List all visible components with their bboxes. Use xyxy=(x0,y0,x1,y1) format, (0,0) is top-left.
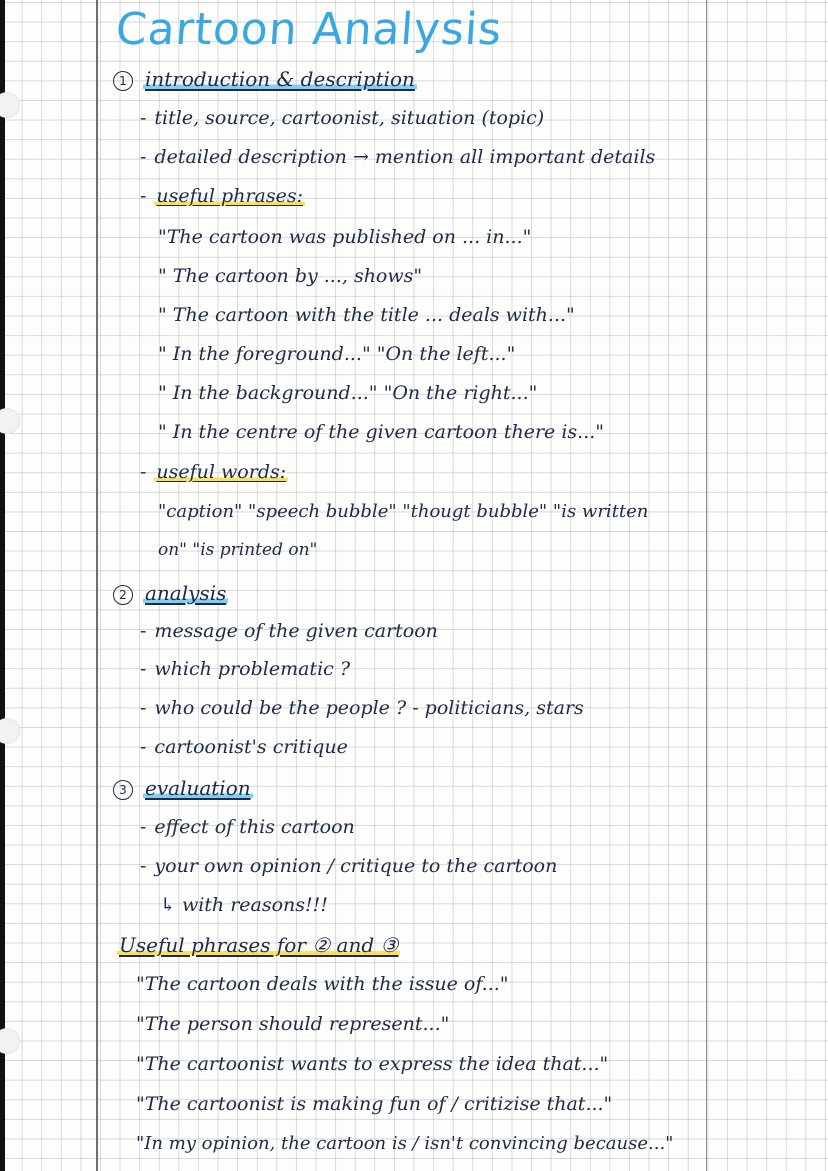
list-item: - which problematic ? xyxy=(140,658,351,680)
useful-phrases-heading: Useful phrases for ② and ③ xyxy=(119,933,399,957)
phrase-item: " The cartoon with the title ... deals with..." xyxy=(158,304,575,326)
phrase-item: " The cartoon by ..., shows" xyxy=(158,265,423,287)
phrase-item: " In the foreground..." "On the left..." xyxy=(158,343,516,365)
words-label: - useful words: xyxy=(140,461,287,483)
page-edge xyxy=(0,0,5,1171)
phrase-item: "The cartoonist is making fun of / critizise that..." xyxy=(136,1093,613,1115)
section-1-heading xyxy=(113,67,417,91)
section-3-heading xyxy=(113,776,253,800)
word-item: on" "is printed on" xyxy=(158,540,318,560)
list-item: - who could be the people ? - politicians, stars xyxy=(140,697,584,719)
phrase-item: "The cartoonist wants to express the idea that..." xyxy=(136,1053,609,1075)
section-number: 3 xyxy=(113,780,133,800)
section-number: 1 xyxy=(113,71,133,91)
phrase-item: "The cartoon was published on ... in..." xyxy=(158,226,532,248)
section-1-title: introduction & description xyxy=(145,67,415,91)
list-item: - cartoonist's critique xyxy=(140,736,348,758)
sub-item: ↳ with reasons!!! xyxy=(160,894,328,916)
left-margin-line xyxy=(96,0,98,1171)
section-2-title: analysis xyxy=(145,581,227,605)
word-item: "caption" "speech bubble" "thougt bubble" "is written xyxy=(158,501,649,522)
phrase-item: "The person should represent..." xyxy=(136,1013,450,1035)
phrases-label: - useful phrases: xyxy=(140,185,303,207)
section-3-title: evaluation xyxy=(145,776,251,800)
list-item: - message of the given cartoon xyxy=(140,620,438,642)
list-item: - your own opinion / critique to the cartoon xyxy=(140,855,558,877)
page-title: Cartoon Analysis xyxy=(114,4,504,55)
phrase-item: "In my opinion, the cartoon is / isn't convincing because..." xyxy=(136,1133,674,1154)
right-margin-line xyxy=(706,0,707,1171)
section-2-heading xyxy=(113,581,228,605)
phrase-item: "The cartoon deals with the issue of..." xyxy=(136,973,509,995)
list-item: - effect of this cartoon xyxy=(140,816,355,838)
section-number: 2 xyxy=(113,585,133,605)
list-item: - title, source, cartoonist, situation (topic) xyxy=(140,107,545,129)
phrase-item: " In the background..." "On the right..." xyxy=(158,382,538,404)
phrase-item: " In the centre of the given cartoon there is..." xyxy=(158,421,605,443)
list-item: - detailed description → mention all important details xyxy=(140,146,656,168)
